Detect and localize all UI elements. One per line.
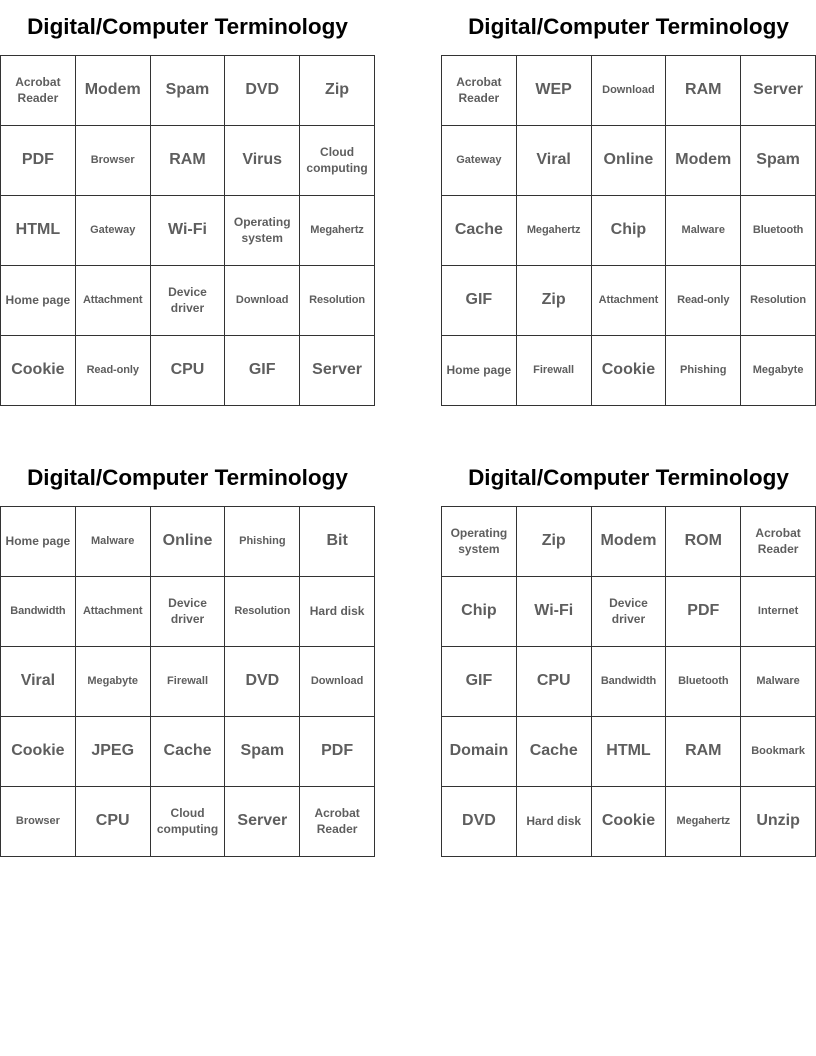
grid-cell: Cache: [150, 717, 225, 787]
grid-cell: Megabyte: [75, 647, 150, 717]
grid-cell: Hard disk: [516, 787, 591, 857]
grid-row: [442, 126, 816, 196]
card-title: Digital/Computer Terminology: [27, 465, 348, 490]
grid-cell: Download: [300, 647, 375, 717]
grid-cell: Home page: [442, 336, 517, 406]
grid-row: [442, 336, 816, 406]
grid-cell: Spam: [741, 126, 816, 196]
grid-cell: Internet: [741, 577, 816, 647]
grid-cell: Attachment: [75, 577, 150, 647]
bingo-grid: [441, 506, 816, 857]
grid-cell: Home page: [1, 266, 76, 336]
grid-cell: Browser: [1, 787, 76, 857]
grid-cell: Read-only: [75, 336, 150, 406]
grid-cell: Read-only: [666, 266, 741, 336]
grid-cell: WEP: [516, 56, 591, 126]
grid-cell: CPU: [150, 336, 225, 406]
grid-cell: JPEG: [75, 717, 150, 787]
grid-cell: Download: [225, 266, 300, 336]
grid-cell: Megabyte: [741, 336, 816, 406]
grid-cell: Virus: [225, 126, 300, 196]
grid-cell: RAM: [666, 56, 741, 126]
grid-row: [442, 787, 816, 857]
grid-cell: Chip: [442, 577, 517, 647]
grid-row: [1, 266, 375, 336]
grid-row: [1, 56, 375, 126]
grid-cell: Unzip: [741, 787, 816, 857]
grid-cell: Viral: [516, 126, 591, 196]
grid-cell: ROM: [666, 507, 741, 577]
grid-cell: Wi-Fi: [150, 196, 225, 266]
card-title: Digital/Computer Terminology: [468, 465, 789, 490]
grid-cell: Bandwidth: [1, 577, 76, 647]
bingo-grid: [0, 506, 375, 857]
grid-cell: Zip: [516, 507, 591, 577]
grid-cell: Bit: [300, 507, 375, 577]
grid-row: [1, 126, 375, 196]
grid-cell: Phishing: [225, 507, 300, 577]
grid-cell: Viral: [1, 647, 76, 717]
grid-cell: Chip: [591, 196, 666, 266]
grid-cell: Malware: [741, 647, 816, 717]
grid-row: [1, 717, 375, 787]
grid-cell: DVD: [225, 56, 300, 126]
card-title: Digital/Computer Terminology: [27, 14, 348, 39]
grid-cell: Operating system: [442, 507, 517, 577]
grid-cell: Malware: [75, 507, 150, 577]
grid-row: [442, 196, 816, 266]
grid-cell: DVD: [442, 787, 517, 857]
grid-row: [1, 196, 375, 266]
grid-cell: Acrobat Reader: [1, 56, 76, 126]
grid-cell: Resolution: [741, 266, 816, 336]
grid-cell: HTML: [591, 717, 666, 787]
grid-cell: Wi-Fi: [516, 577, 591, 647]
grid-cell: Acrobat Reader: [442, 56, 517, 126]
grid-cell: Attachment: [75, 266, 150, 336]
grid-cell: Gateway: [75, 196, 150, 266]
grid-cell: Resolution: [300, 266, 375, 336]
grid-cell: PDF: [300, 717, 375, 787]
grid-row: [442, 266, 816, 336]
grid-cell: Online: [150, 507, 225, 577]
grid-cell: Server: [225, 787, 300, 857]
grid-cell: GIF: [442, 647, 517, 717]
grid-cell: CPU: [75, 787, 150, 857]
grid-cell: CPU: [516, 647, 591, 717]
grid-cell: Cache: [516, 717, 591, 787]
grid-cell: Cloud computing: [300, 126, 375, 196]
grid-row: [442, 507, 816, 577]
grid-row: [442, 56, 816, 126]
grid-cell: Resolution: [225, 577, 300, 647]
grid-cell: Download: [591, 56, 666, 126]
grid-cell: DVD: [225, 647, 300, 717]
grid-cell: Cache: [442, 196, 517, 266]
grid-cell: Cookie: [591, 336, 666, 406]
grid-cell: Online: [591, 126, 666, 196]
grid-cell: Bluetooth: [741, 196, 816, 266]
grid-cell: Acrobat Reader: [741, 507, 816, 577]
grid-cell: Cookie: [591, 787, 666, 857]
grid-cell: GIF: [225, 336, 300, 406]
grid-cell: Attachment: [591, 266, 666, 336]
grid-cell: PDF: [666, 577, 741, 647]
grid-row: [1, 787, 375, 857]
grid-cell: Megahertz: [666, 787, 741, 857]
grid-cell: Hard disk: [300, 577, 375, 647]
bingo-grid: [0, 55, 375, 406]
grid-cell: Operating system: [225, 196, 300, 266]
grid-cell: Malware: [666, 196, 741, 266]
grid-cell: Server: [300, 336, 375, 406]
grid-cell: PDF: [1, 126, 76, 196]
grid-cell: Cloud computing: [150, 787, 225, 857]
grid-cell: Acrobat Reader: [300, 787, 375, 857]
grid-row: [1, 577, 375, 647]
grid-cell: Firewall: [516, 336, 591, 406]
grid-cell: Modem: [75, 56, 150, 126]
grid-cell: Spam: [150, 56, 225, 126]
grid-cell: Modem: [591, 507, 666, 577]
grid-cell: Device driver: [150, 266, 225, 336]
grid-cell: Zip: [516, 266, 591, 336]
grid-cell: Home page: [1, 507, 76, 577]
grid-cell: RAM: [666, 717, 741, 787]
grid-cell: HTML: [1, 196, 76, 266]
grid-cell: Megahertz: [516, 196, 591, 266]
bingo-grid: [441, 55, 816, 406]
grid-row: [1, 507, 375, 577]
grid-cell: Phishing: [666, 336, 741, 406]
grid-cell: Server: [741, 56, 816, 126]
grid-row: [1, 336, 375, 406]
grid-cell: Cookie: [1, 336, 76, 406]
grid-cell: Domain: [442, 717, 517, 787]
grid-cell: Device driver: [150, 577, 225, 647]
grid-cell: Spam: [225, 717, 300, 787]
card-title: Digital/Computer Terminology: [468, 14, 789, 39]
grid-cell: Modem: [666, 126, 741, 196]
grid-row: [442, 647, 816, 717]
grid-cell: Bandwidth: [591, 647, 666, 717]
grid-cell: Megahertz: [300, 196, 375, 266]
grid-cell: Zip: [300, 56, 375, 126]
grid-cell: RAM: [150, 126, 225, 196]
grid-cell: Device driver: [591, 577, 666, 647]
grid-cell: Bookmark: [741, 717, 816, 787]
grid-cell: GIF: [442, 266, 517, 336]
grid-row: [442, 577, 816, 647]
grid-row: [1, 647, 375, 717]
grid-cell: Gateway: [442, 126, 517, 196]
grid-cell: Bluetooth: [666, 647, 741, 717]
grid-cell: Cookie: [1, 717, 76, 787]
grid-cell: Browser: [75, 126, 150, 196]
grid-cell: Firewall: [150, 647, 225, 717]
grid-row: [442, 717, 816, 787]
